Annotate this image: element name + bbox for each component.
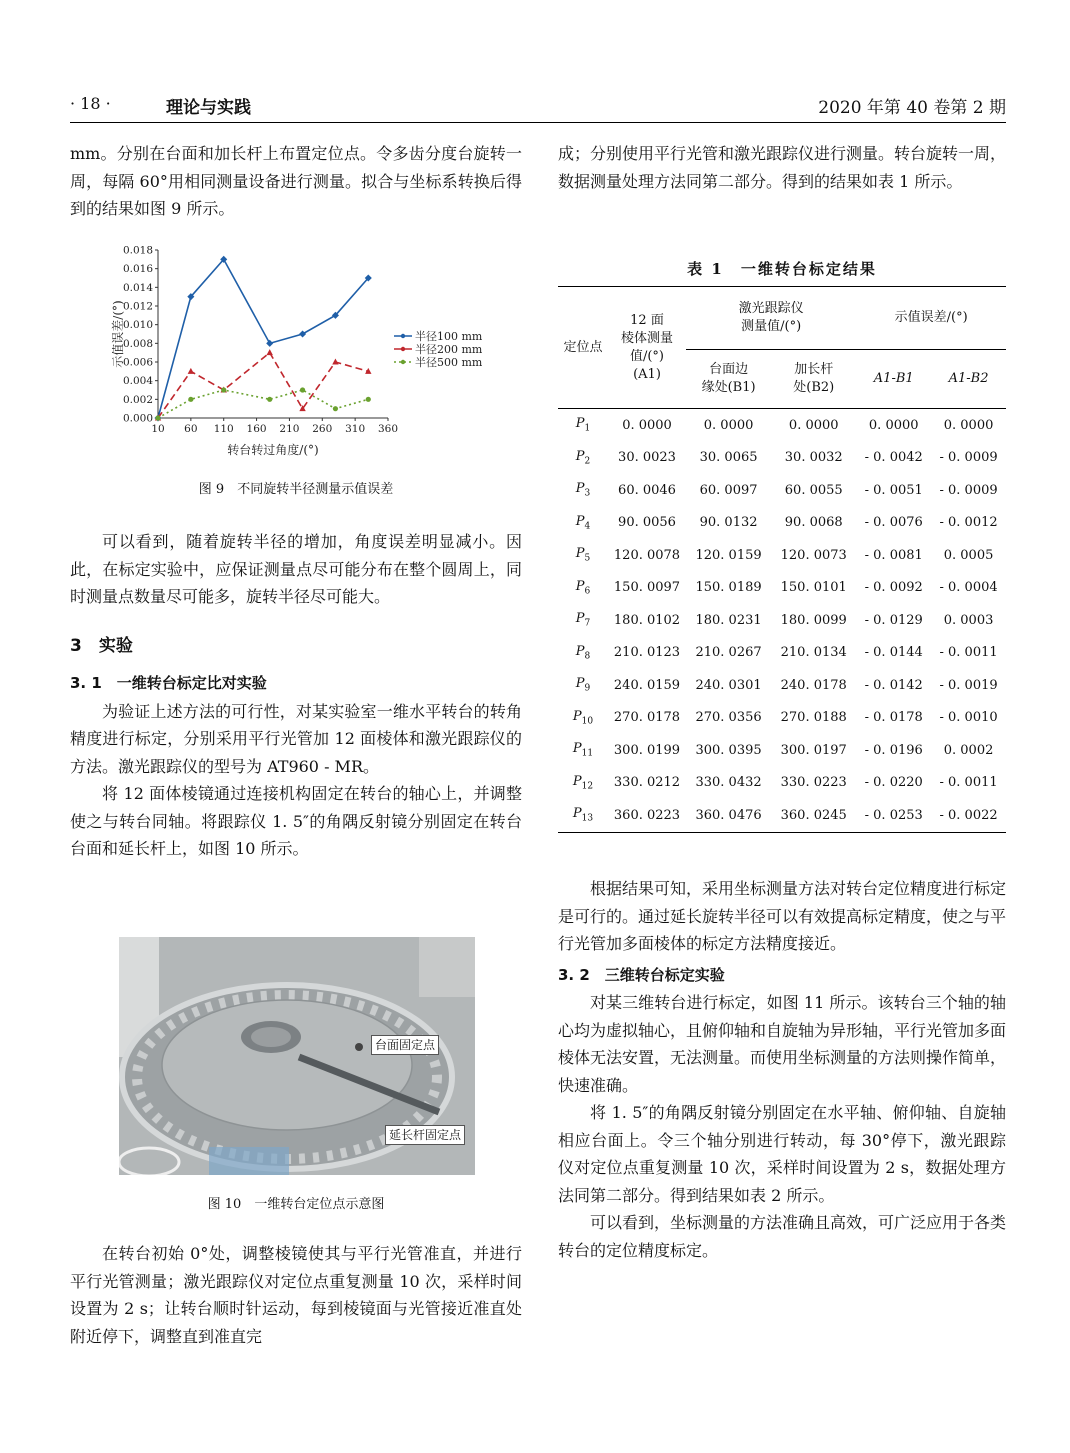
x-tick-label: 110 (213, 423, 234, 435)
th-laser: 激光跟踪仪 测量值/(°) (686, 287, 856, 350)
cell-a1: 360. 0223 (608, 799, 686, 832)
cell-position: $P_{10}$ (572, 708, 594, 727)
cell-a1: 150. 0097 (613, 580, 681, 596)
cell-a1: 180. 0102 (613, 612, 681, 628)
cell-position: $P_{12}$ (572, 773, 594, 792)
cell-e2: - 0. 0022 (931, 799, 1006, 832)
cell-e1: - 0. 0129 (864, 612, 923, 628)
legend-marker (401, 334, 405, 338)
x-tick-label: 10 (151, 423, 165, 435)
left-para-3: 为验证上述方法的可行性，对某实验室一维水平转台的转角精度进行标定，分别采用平行光管加 12 面棱体和激光跟踪仪的方法。激光跟踪仪的型号为 AT960 - MR。 (70, 701, 522, 776)
legend-marker (401, 360, 405, 364)
cell-a1: 240. 0159 (613, 677, 681, 693)
figure-10-photo (119, 937, 475, 1175)
cell-b2: 120. 0073 (780, 547, 847, 563)
cell-position: $P_3$ (575, 481, 591, 500)
y-tick-label: 0.010 (122, 319, 153, 332)
data-point (333, 406, 338, 411)
cell-b1: 360. 0476 (686, 799, 771, 832)
x-tick-label: 210 (279, 423, 300, 435)
table-row (558, 767, 1006, 800)
cell-e1: - 0. 0042 (864, 450, 923, 466)
left-para-4: 将 12 面体棱镜通过连接机构固定在转台的轴心上，并调整使之与转台同轴。将跟踪仪 1. 5″的角隅反射镜分别固定在转台台面和延长杆上，如图 10 所示。 (70, 784, 522, 858)
cell-position: $P_2$ (575, 448, 591, 467)
cell-e1: - 0. 0092 (864, 580, 923, 596)
cell-a1: 90. 0056 (618, 515, 676, 531)
cell-b1: 330. 0432 (695, 775, 762, 791)
left-para-2: 可以看到，随着旋转半径的增加，角度误差明显减小。因此，在标定实验中，应保证测量点尽可能分布在整个圆周上，同时测量点数量尽可能多，旋转半径尽可能大。 (70, 532, 522, 606)
cell-b1: 210. 0267 (695, 645, 762, 661)
issue-info: 2020 年第 40 卷第 2 期 (818, 98, 1006, 118)
th-e1: A1-B1 (856, 350, 931, 409)
cell-b1: 60. 0097 (699, 482, 758, 498)
cell-b1: 150. 0189 (695, 580, 762, 596)
th-b1: 台面边 缘处(B1) (686, 350, 771, 409)
cell-a1: 60. 0046 (618, 482, 676, 498)
data-point (332, 359, 338, 365)
th-b2: 加长杆 处(B2) (771, 350, 856, 409)
table-row (558, 409, 1006, 442)
cell-a1: 270. 0178 (613, 710, 681, 726)
cell-a1: 0. 0000 (622, 417, 672, 433)
cell-b2: 300. 0197 (780, 742, 847, 758)
y-tick-label: 0.012 (122, 300, 153, 313)
right-para-1-block (558, 140, 1006, 195)
cell-e1: - 0. 0142 (864, 677, 923, 693)
y-tick-label: 0.018 (122, 244, 153, 257)
cell-e1: - 0. 0051 (864, 482, 923, 498)
section-3-heading: 3 实验 (70, 635, 133, 656)
table-1-caption: 表 1 一维转台标定结果 (687, 260, 877, 278)
legend-marker (401, 347, 405, 351)
cell-e1: - 0. 0076 (864, 515, 923, 531)
th-a1: 12 面 棱体测量 值/(°) (A1) (608, 287, 686, 409)
cell-b2: 210. 0134 (780, 645, 847, 661)
cell-b1: 240. 0301 (695, 677, 762, 693)
cell-position: $P_8$ (575, 643, 591, 662)
cell-position: $P_6$ (575, 578, 591, 597)
x-axis-label: 转台转过角度/(°) (227, 443, 319, 457)
cell-b1: 180. 0231 (695, 612, 762, 628)
cell-b1: 30. 0065 (699, 450, 758, 466)
cell-b2: 0. 0000 (788, 417, 839, 433)
cell-e2: 0. 0002 (943, 742, 994, 758)
data-point (365, 368, 371, 374)
table-row (558, 474, 1006, 507)
table-row (558, 507, 1006, 540)
y-tick-label: 0.006 (122, 356, 153, 369)
th-e2: A1-B2 (931, 350, 1006, 409)
table-row (558, 637, 1006, 670)
cell-a1: 30. 0023 (618, 450, 676, 466)
right-para-4: 将 1. 5″的角隅反射镜分别固定在水平轴、俯仰轴、自旋轴相应台面上。令三个轴分别进行转动，每 30°停下，激光跟踪仪对定位点重复测量 10 次，采样时间设置为 2 s，数据处理方法同第二部分。得到结果如表 2 所示。 (558, 1103, 1006, 1205)
data-point (266, 340, 273, 347)
cell-b1: 120. 0159 (695, 547, 762, 563)
legend-label: 半径100 mm (415, 330, 483, 343)
cell-position: $P_1$ (575, 416, 591, 435)
y-tick-label: 0.004 (122, 375, 153, 388)
cell-e2: 0. 0000 (943, 417, 994, 433)
data-point (155, 415, 160, 420)
cell-e2: - 0. 0010 (939, 710, 998, 726)
cell-e1: - 0. 0178 (864, 710, 923, 726)
cell-e2: - 0. 0019 (939, 677, 998, 693)
cell-e2: - 0. 0009 (939, 482, 998, 498)
data-point (188, 397, 193, 402)
table-row (558, 539, 1006, 572)
table-row (558, 572, 1006, 605)
left-body-block (70, 528, 522, 863)
cell-position: $P_7$ (575, 611, 591, 630)
cell-b1: 300. 0395 (695, 742, 762, 758)
right-para-2: 根据结果可知，采用坐标测量方法对转台定位精度进行标定是可行的。通过延长旋转半径可以有效提高标定精度，使之与平行光管加多面棱体的标定方法精度接近。 (558, 879, 1007, 953)
series-line-3 (158, 390, 368, 418)
right-body-block (558, 875, 1006, 1264)
legend-label: 半径500 mm (415, 356, 483, 369)
cell-e1: - 0. 0196 (864, 742, 923, 758)
cell-a1: 300. 0199 (613, 742, 681, 758)
cell-a1: 120. 0078 (613, 547, 681, 563)
table-row (558, 604, 1006, 637)
data-point (221, 387, 226, 392)
data-point (366, 397, 371, 402)
cell-e1: 0. 0000 (868, 417, 919, 433)
cell-e2: 0. 0005 (943, 547, 994, 563)
left-para-1-block (70, 140, 522, 223)
figure-10-caption: 图 10 一维转台定位点示意图 (207, 1197, 385, 1212)
cell-position: $P_9$ (575, 676, 591, 695)
y-tick-label: 0.016 (122, 263, 153, 276)
data-point (267, 397, 272, 402)
right-para-1: 成；分别使用平行光管和激光跟踪仪进行测量。转台旋转一周，数据测量处理方法同第二部分。得到的结果如表 1 所示。 (558, 144, 1007, 191)
cell-e2: - 0. 0012 (939, 515, 998, 531)
cell-e2: - 0. 0011 (939, 775, 998, 791)
cell-e1: - 0. 0220 (864, 775, 923, 791)
series-line-1 (158, 259, 368, 418)
cell-position: $P_4$ (575, 513, 591, 532)
th-error: 示值误差/(°) (856, 287, 1006, 350)
page-number: · 18 · (70, 94, 111, 113)
figure-9-chart (110, 240, 495, 465)
table-row (558, 734, 1006, 767)
cell-b2: 90. 0068 (784, 515, 843, 531)
cell-b2: 330. 0223 (780, 775, 847, 791)
legend-label: 半径200 mm (415, 343, 483, 356)
page-header (70, 92, 1006, 123)
x-tick-label: 160 (246, 423, 267, 435)
table-row (558, 702, 1006, 735)
cell-e2: - 0. 0009 (939, 450, 998, 466)
y-tick-label: 0.008 (122, 337, 153, 350)
cell-e1: - 0. 0081 (864, 547, 923, 563)
cell-b1: 90. 0132 (699, 515, 758, 531)
x-tick-label: 360 (377, 423, 399, 435)
y-tick-label: 0.002 (122, 393, 153, 406)
cell-e2: - 0. 0011 (939, 645, 998, 661)
cell-e2: 0. 0003 (943, 612, 994, 628)
th-position: 定位点 (558, 287, 608, 409)
cell-b2: 30. 0032 (784, 450, 843, 466)
right-para-5: 可以看到，坐标测量的方法准确且高效，可广泛应用于各类转台的定位精度标定。 (558, 1213, 1007, 1260)
y-tick-label: 0.000 (122, 412, 153, 425)
table-1 (558, 286, 1006, 833)
cell-b1: 270. 0356 (695, 710, 762, 726)
right-para-3: 对某三维转台进行标定，如图 11 所示。该转台三个轴的轴心均为虚拟轴心，且俯仰轴和自旋轴为异形轴，平行光管加多面棱体无法安置，无法测量。而使用坐标测量的方法则操作简单，快速准确。 (558, 993, 1007, 1095)
cell-b2: 150. 0101 (780, 580, 847, 596)
cell-b2: 180. 0099 (780, 612, 847, 628)
figure-9-caption: 图 9 不同旋转半径测量示值误差 (198, 482, 394, 497)
data-point (188, 368, 194, 374)
journal-section: 理论与实践 (166, 98, 251, 118)
cell-a1: 210. 0123 (613, 645, 681, 661)
cell-a1: 330. 0212 (613, 775, 681, 791)
x-tick-label: 310 (345, 423, 366, 435)
cell-b2: 270. 0188 (780, 710, 847, 726)
left-para-1: mm。分别在台面和加长杆上布置定位点。令多齿分度台旋转一周，每隔 60°用相同测量设备进行测量。拟合与坐标系转换后得到的结果如图 9 所示。 (70, 144, 522, 218)
table-row (558, 442, 1006, 475)
cell-b2: 360. 0245 (771, 799, 856, 832)
label-rod-fixed-point: 延长杆固定点 (385, 1125, 465, 1145)
cell-position: $P_5$ (575, 546, 591, 565)
table-row (558, 669, 1006, 702)
cell-position: $P_{13}$ (558, 799, 608, 832)
data-point (267, 349, 273, 355)
x-tick-label: 60 (184, 423, 198, 435)
section-3-2-heading: 3. 2 三维转台标定实验 (558, 965, 725, 984)
cell-e1: - 0. 0144 (864, 645, 923, 661)
table-row (558, 799, 1006, 832)
cell-b2: 60. 0055 (784, 482, 843, 498)
y-axis-label: 示值误差/(°) (111, 300, 125, 368)
data-point (299, 330, 306, 337)
section-3-1-heading: 3. 1 一维转台标定比对实验 (70, 674, 267, 692)
label-table-fixed-point: 台面固定点 (371, 1035, 439, 1055)
cell-b2: 240. 0178 (780, 677, 847, 693)
x-tick-label: 260 (312, 423, 333, 435)
left-para-5: 在转台初始 0°处，调整棱镜使其与平行光管准直，并进行平行光管测量；激光跟踪仪对定位点重复测量 10 次，采样时间设置为 2 s；让转台顺时针运动，每到棱镜面与光管接近准直处附近停下，调整直到准直完 (70, 1244, 522, 1346)
y-tick-label: 0.014 (122, 281, 153, 294)
cell-e2: - 0. 0004 (939, 580, 998, 596)
cell-b1: 0. 0000 (703, 417, 754, 433)
cell-e1: - 0. 0253 (856, 799, 931, 832)
table-1-body (558, 409, 1006, 833)
data-point (300, 387, 305, 392)
left-bottom-block (70, 1240, 522, 1350)
cell-position: $P_{11}$ (572, 741, 594, 760)
